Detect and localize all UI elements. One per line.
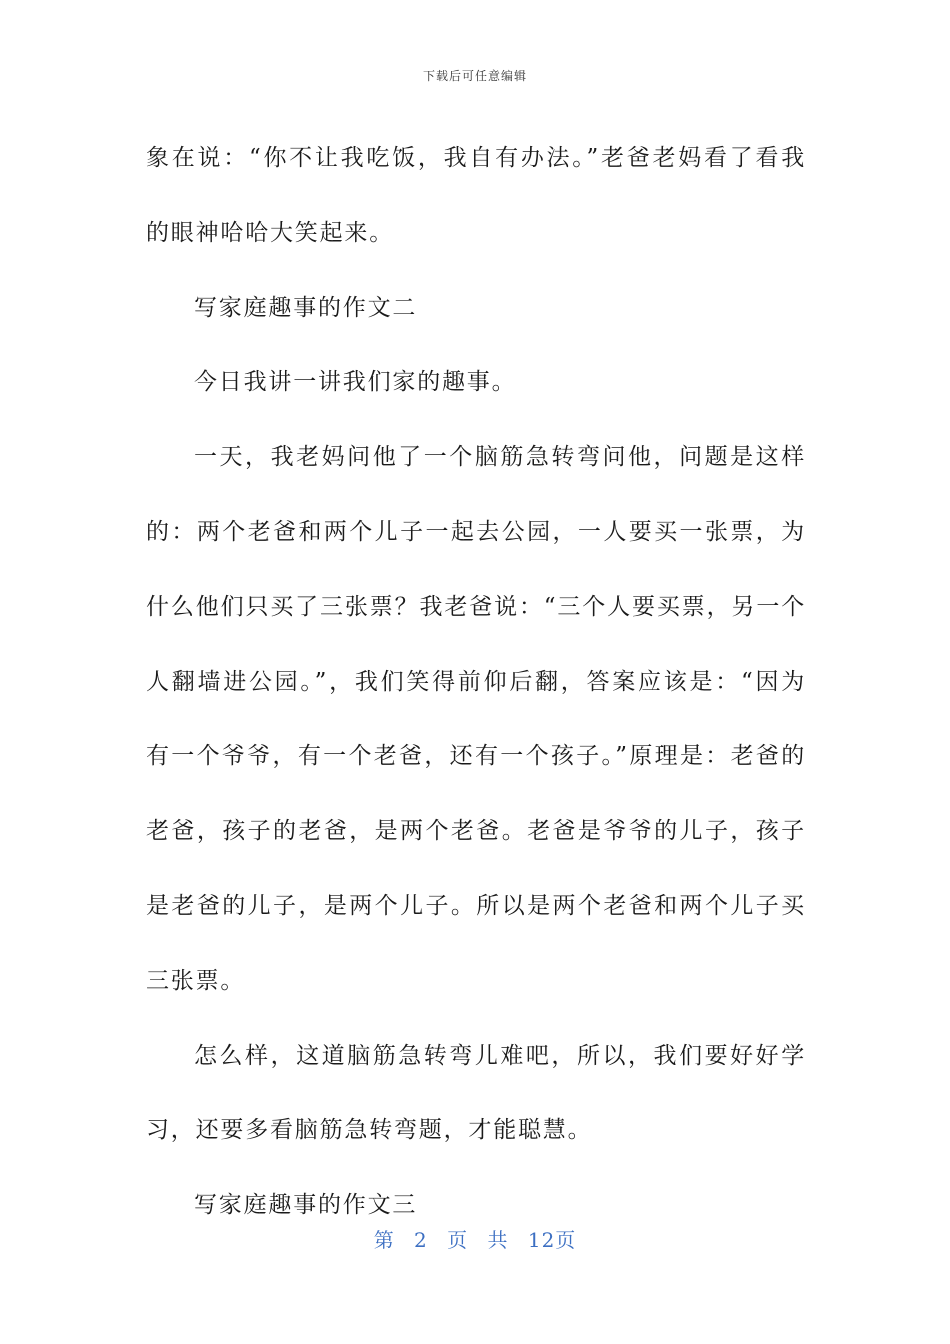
- footer-total-word: 共: [487, 1228, 509, 1252]
- paragraph-continuation: 象在说：“你不让我吃饭，我自有办法。”老爸老妈看了看我的眼神哈哈大笑起来。: [146, 145, 806, 246]
- paragraph-intro: 今日我讲一讲我们家的趣事。: [194, 369, 517, 396]
- section-heading-essay-3: 写家庭趣事的作文三: [194, 1192, 418, 1219]
- document-body: [146, 121, 806, 1243]
- header-note: 下载后可任意编辑: [422, 69, 527, 83]
- section-heading-essay-2: 写家庭趣事的作文二: [194, 294, 418, 321]
- footer-page-word: 页: [447, 1228, 469, 1252]
- paragraph-conclusion: 怎么样，这道脑筋急转弯儿难吧，所以，我们要好好学习，还要多看脑筋急转弯题，才能聪慧。: [146, 1042, 806, 1144]
- footer-prefix: 第: [373, 1228, 395, 1252]
- paragraph-riddle: 一天，我老妈问他了一个脑筋急转弯问他，问题是这样的：两个老爸和两个儿子一起去公园，一人要买一张票，为什么他们只买了三张票？我老爸说：“三个人要买票，另一个人翻墙进公园。”，我们笑得前仰后翻，答案应该是：“因为有一个爷爷，有一个老爸，还有一个孩子。”原理是：老爸的老爸，孩子的老爸，是两个老爸。老爸是爷爷的儿子，孩子是老爸的儿子，是两个儿子。所以是两个老爸和两个儿子买三张票。: [146, 444, 806, 994]
- footer-total-pages: 12页: [527, 1228, 577, 1252]
- page-footer: [0, 1224, 950, 1253]
- footer-current-page: 2: [414, 1228, 428, 1252]
